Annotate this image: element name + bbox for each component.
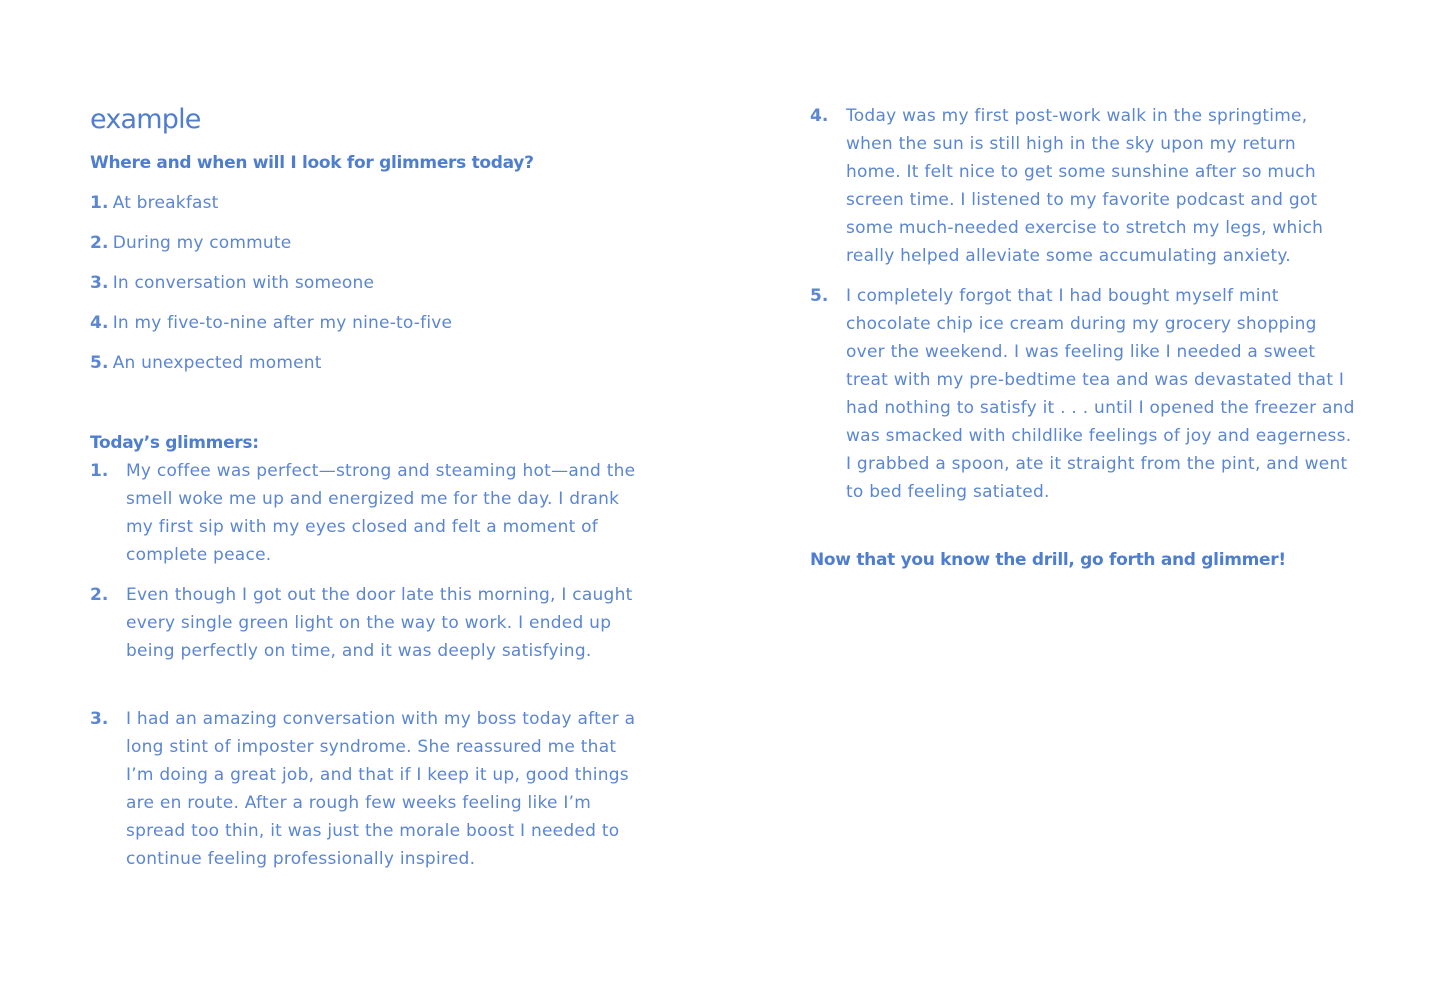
plan-text: At breakfast	[112, 193, 219, 213]
section-heading: example	[90, 104, 201, 135]
plan-item	[90, 352, 452, 392]
plan-number: 1.	[90, 193, 109, 213]
glimmer-item	[90, 705, 636, 873]
plan-number: 5.	[90, 353, 109, 373]
glimmer-text: Even though I got out the door late this morning, I caught every single green light on the way to work. I ended up being perfectly on time, and it was deeply satisfying.	[126, 585, 633, 661]
glimmer-text: My coffee was perfect—strong and steaming hot—and the smell woke me up and energized me for the day. I drank my first sip with my eyes closed and felt a moment of complete peace.	[126, 461, 636, 565]
glimmer-item	[90, 581, 636, 665]
glimmer-item	[810, 282, 1356, 506]
plan-text: An unexpected moment	[112, 353, 322, 373]
glimmer-text: I completely forgot that I had bought myself mint chocolate chip ice cream during my grocery shopping over the weekend. I was feeling like I needed a sweet treat with my pre-bedtime tea and was devastated that I had nothing to satisfy it . . . until I opened the freezer and was smacked with childlike feelings of joy and eagerness. I grabbed a spoon, ate it straight from the pint, and went to bed feeling satiated.	[846, 286, 1355, 502]
glimmer-text: I had an amazing conversation with my boss today after a long stint of imposter syndrome. She reassured me that I’m doing a great job, and that if I keep it up, good things are en route. After a rough few weeks feeling like I’m spread too thin, it was just the morale boost I needed to continue feeling professionally inspired.	[126, 709, 636, 869]
glimmer-prompt: Where and when will I look for glimmers today?	[90, 153, 534, 173]
plan-text: During my commute	[112, 233, 292, 253]
glimmers-heading: Today’s glimmers:	[90, 433, 259, 453]
glimmer-item	[810, 102, 1356, 270]
glimmer-number: 4.	[810, 106, 829, 126]
plan-number: 3.	[90, 273, 109, 293]
plan-item	[90, 312, 452, 352]
plan-list	[90, 192, 452, 392]
plan-number: 2.	[90, 233, 109, 253]
glimmer-number: 3.	[90, 709, 109, 729]
glimmer-item	[90, 457, 636, 569]
plan-number: 4.	[90, 313, 109, 333]
glimmer-text: Today was my first post-work walk in the springtime, when the sun is still high in the sky upon my return home. It felt nice to get some sunshine after so much screen time. I listened to my favorite podcast and got some much-needed exercise to stretch my legs, which really helped alleviate some accumulating anxiety.	[846, 106, 1324, 266]
plan-item	[90, 232, 452, 272]
plan-item	[90, 192, 452, 232]
glimmer-number: 2.	[90, 585, 109, 605]
plan-text: In conversation with someone	[112, 273, 375, 293]
plan-item	[90, 272, 452, 312]
plan-text: In my five-to-nine after my nine-to-five	[112, 313, 453, 333]
glimmer-number: 1.	[90, 461, 109, 481]
closing-line: Now that you know the drill, go forth and glimmer!	[810, 550, 1286, 570]
glimmer-number: 5.	[810, 286, 829, 306]
